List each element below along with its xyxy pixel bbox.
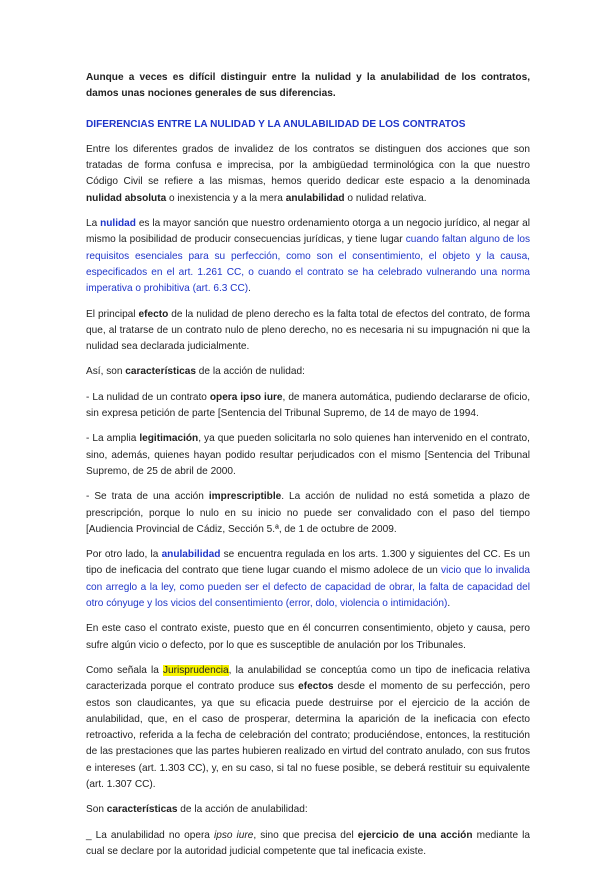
paragraph-contrato-existe: En este caso el contrato existe, puesto que en él concurren consentimiento, objeto y causa, pero sufre algún vicio o defecto, por lo que es susceptible de anulación por los Tribunales. bbox=[86, 623, 530, 651]
intro-paragraph: Aunque a veces es difícil distinguir entre la nulidad y la anulabilidad de los contratos, damos unas nociones generales de sus diferencias. bbox=[86, 72, 530, 100]
paragraph-anulabilidad-definition: Por otro lado, la anulabilidad se encuentra regulada en los arts. 1.300 y siguientes del CC. Es un tipo de ineficacia del contrato que tiene lugar cuando el mismo adolece de un vicio que lo invalida con arreglo a la ley, como pueden ser el defecto de capacidad de obrar, la falta de capacidad del otro cónyuge y los vicios del consentimiento (error, dolo, violencia o intimidación). bbox=[86, 549, 530, 610]
list-item-ipso-iure: - La nulidad de un contrato opera ipso iure, de manera automática, pudiendo declararse de oficio, sin expresa petición de parte [Sentencia del Tribunal Supremo, de 14 de mayo de 1994. bbox=[86, 391, 530, 420]
paragraph-jurisprudencia: Como señala la Jurisprudencia, la anulabilidad se conceptúa como un tipo de ineficacia relativa caracterizada porque el contrato produce sus efectos desde el momento de su perfección, pero estos son claudicantes, ya que su eficacia puede destruirse por el ejercicio de la acción de anulabilidad, que, en el caso de prosperar, determina la aparición de la ineficacia con efecto retroactivo, referida a la fecha de celebración del contrato; produciéndose, entonces, la restitución de las prestaciones que las partes hubieren realizado en virtud del contrato anulado, con sus frutos e intereses (art. 1.303 CC), y, en su caso, si tal no fuese posible, se deberá restituir su equivalente (art. 1.307 CC). bbox=[86, 664, 530, 790]
paragraph-nulidad-definition: La nulidad es la mayor sanción que nuestro ordenamiento otorga a un negocio jurídico, al negar al mismo la posibilidad de producir consecuencias jurídicas, y tiene lugar cuando faltan alguno de los requisitos esenciales para su perfección, como son el consentimiento, el objeto y la causa, especificados en el art. 1.261 CC, o cuando el contrato se ha celebrado vulnerando una norma imperativa o prohibitiva (art. 6.3 CC). bbox=[86, 218, 531, 295]
paragraph-nulidad-characteristics-intro: Así, son características de la acción de nulidad: bbox=[86, 366, 305, 378]
list-item-imprescriptible: - Se trata de una acción imprescriptible. La acción de nulidad no está sometida a plazo de prescripción, porque lo nulo en su inicio no puede ser convalidado con el paso del tiempo [Audiencia Provincial de Cádiz, Sección 5.ª, de 1 de octubre de 2009. bbox=[86, 491, 530, 535]
paragraph-nulidad-effect: El principal efecto de la nulidad de pleno derecho es la falta total de efectos del contrato, de forma que, al tratarse de un contrato nulo de pleno derecho, no es necesaria ni su impugnación ni que la nulidad sea declarada judicialmente. bbox=[86, 308, 530, 353]
list-item-no-ipso-iure: _ La anulabilidad no opera ipso iure, sino que precisa del ejercicio de una acción mediante la cual se declare por la autoridad judicial competente que tal ineficacia existe. bbox=[86, 829, 530, 857]
paragraph-anulabilidad-characteristics-intro: Son características de la acción de anulabilidad: bbox=[86, 804, 308, 816]
highlighted-term: Jurisprudencia bbox=[162, 664, 229, 676]
paragraph-grados-invalidez: Entre los diferentes grados de invalidez de los contratos se distinguen dos acciones que son tratadas de forma confusa e imprecisa, por la ambigüedad terminológica con la que nuestro Código Civil se refiere a las mismas, hemos querido dedicar este espacio a la denominada nulidad absoluta o inexistencia y a la mera anulabilidad o nulidad relativa. bbox=[86, 143, 530, 204]
section-title: DIFERENCIAS ENTRE LA NULIDAD Y LA ANULABILIDAD DE LOS CONTRATOS bbox=[86, 118, 466, 130]
list-item-legitimacion: - La amplia legitimación, ya que pueden solicitarla no solo quienes han intervenido en el contrato, sino, además, quienes hayan podido resultar perjudicados con el mismo [Sentencia del Tribunal Supremo, de 25 de abril de 2000. bbox=[86, 433, 530, 477]
document-body bbox=[86, 70, 530, 869]
